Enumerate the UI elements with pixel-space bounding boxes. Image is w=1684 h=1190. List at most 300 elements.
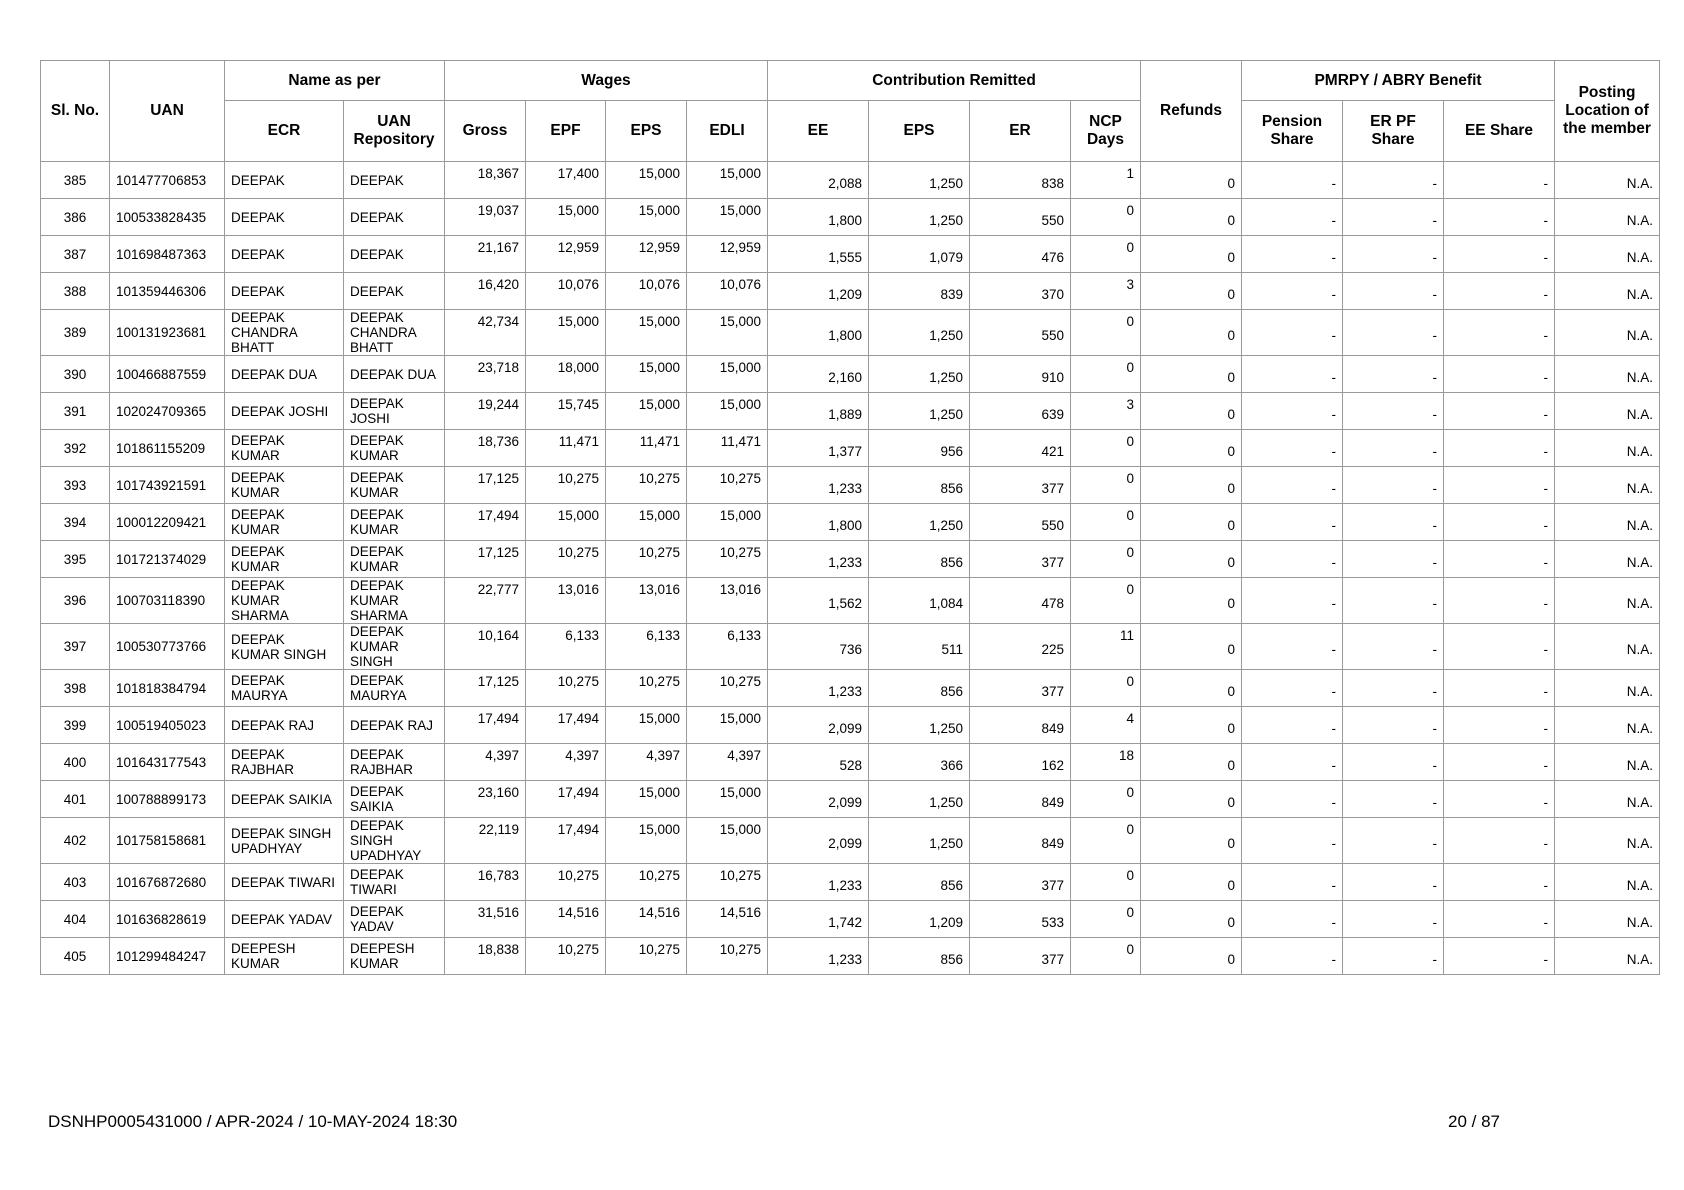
cell-uan: 101743921591 — [110, 467, 225, 504]
cell-contribution-eps: 1,250 — [869, 356, 970, 393]
cell-gross: 16,783 — [445, 864, 526, 901]
cell-pension-share: - — [1242, 670, 1343, 707]
cell-er-pf-share: - — [1343, 578, 1444, 624]
cell-er: 550 — [970, 310, 1071, 356]
cell-ee: 1,233 — [768, 467, 869, 504]
cell-contribution-eps: 1,209 — [869, 901, 970, 938]
cell-name-uan-repository: DEEPAK SAIKIA — [344, 781, 445, 818]
cell-pension-share: - — [1242, 578, 1343, 624]
cell-edli: 12,959 — [687, 236, 768, 273]
cell-sl-no: 394 — [41, 504, 110, 541]
table-row — [41, 310, 1660, 356]
cell-gross: 19,037 — [445, 199, 526, 236]
cell-er: 849 — [970, 781, 1071, 818]
cell-eps: 10,076 — [606, 273, 687, 310]
cell-ee-share: - — [1444, 938, 1555, 975]
cell-name-ecr: DEEPAK KUMAR SINGH — [225, 624, 344, 670]
cell-ncp-days: 0 — [1071, 938, 1141, 975]
cell-contribution-eps: 856 — [869, 864, 970, 901]
cell-ee: 1,233 — [768, 670, 869, 707]
cell-pension-share: - — [1242, 818, 1343, 864]
cell-name-ecr: DEEPAK KUMAR SHARMA — [225, 578, 344, 624]
cell-eps: 14,516 — [606, 901, 687, 938]
cell-uan: 100131923681 — [110, 310, 225, 356]
cell-name-ecr: DEEPAK YADAV — [225, 901, 344, 938]
header-name-as-per: Name as per — [225, 61, 445, 101]
cell-refunds: 0 — [1141, 901, 1242, 938]
cell-ncp-days: 0 — [1071, 670, 1141, 707]
cell-gross: 18,838 — [445, 938, 526, 975]
cell-epf: 10,275 — [526, 864, 606, 901]
cell-ee-share: - — [1444, 864, 1555, 901]
cell-pension-share: - — [1242, 430, 1343, 467]
cell-posting-location: N.A. — [1555, 744, 1660, 781]
cell-name-ecr: DEEPESH KUMAR — [225, 938, 344, 975]
cell-refunds: 0 — [1141, 430, 1242, 467]
cell-epf: 18,000 — [526, 356, 606, 393]
cell-uan: 100466887559 — [110, 356, 225, 393]
cell-edli: 10,275 — [687, 541, 768, 578]
cell-er: 476 — [970, 236, 1071, 273]
cell-epf: 15,000 — [526, 199, 606, 236]
cell-ncp-days: 0 — [1071, 430, 1141, 467]
cell-uan: 101698487363 — [110, 236, 225, 273]
cell-er-pf-share: - — [1343, 624, 1444, 670]
cell-er: 849 — [970, 707, 1071, 744]
cell-uan: 101636828619 — [110, 901, 225, 938]
cell-gross: 17,125 — [445, 670, 526, 707]
cell-epf: 17,494 — [526, 707, 606, 744]
header-uan: UAN — [110, 61, 225, 162]
cell-sl-no: 387 — [41, 236, 110, 273]
cell-ncp-days: 1 — [1071, 162, 1141, 199]
page-number: 20 / 87 — [1448, 1112, 1500, 1131]
cell-edli: 15,000 — [687, 707, 768, 744]
cell-name-ecr: DEEPAK SAIKIA — [225, 781, 344, 818]
cell-ee-share: - — [1444, 781, 1555, 818]
cell-name-ecr: DEEPAK TIWARI — [225, 864, 344, 901]
header-er-pf-share: ER PF Share — [1343, 101, 1444, 162]
cell-uan: 101477706853 — [110, 162, 225, 199]
cell-uan: 100788899173 — [110, 781, 225, 818]
cell-er-pf-share: - — [1343, 707, 1444, 744]
cell-name-ecr: DEEPAK SINGH UPADHYAY — [225, 818, 344, 864]
cell-refunds: 0 — [1141, 393, 1242, 430]
cell-epf: 4,397 — [526, 744, 606, 781]
cell-edli: 4,397 — [687, 744, 768, 781]
table-row — [41, 504, 1660, 541]
cell-pension-share: - — [1242, 467, 1343, 504]
cell-er: 849 — [970, 818, 1071, 864]
cell-ncp-days: 3 — [1071, 393, 1141, 430]
cell-contribution-eps: 956 — [869, 430, 970, 467]
cell-eps: 15,000 — [606, 707, 687, 744]
cell-uan: 101861155209 — [110, 430, 225, 467]
cell-edli: 10,275 — [687, 864, 768, 901]
cell-ncp-days: 0 — [1071, 578, 1141, 624]
cell-name-uan-repository: DEEPAK MAURYA — [344, 670, 445, 707]
cell-ee-share: - — [1444, 162, 1555, 199]
cell-contribution-eps: 1,250 — [869, 504, 970, 541]
cell-edli: 10,275 — [687, 670, 768, 707]
cell-posting-location: N.A. — [1555, 938, 1660, 975]
cell-epf: 15,000 — [526, 504, 606, 541]
cell-edli: 15,000 — [687, 199, 768, 236]
cell-contribution-eps: 1,250 — [869, 781, 970, 818]
cell-name-ecr: DEEPAK — [225, 273, 344, 310]
cell-ee-share: - — [1444, 578, 1555, 624]
cell-edli: 11,471 — [687, 430, 768, 467]
cell-pension-share: - — [1242, 624, 1343, 670]
header-er: ER — [970, 101, 1071, 162]
cell-posting-location: N.A. — [1555, 199, 1660, 236]
cell-name-uan-repository: DEEPAK DUA — [344, 356, 445, 393]
cell-sl-no: 389 — [41, 310, 110, 356]
cell-eps: 10,275 — [606, 864, 687, 901]
cell-uan: 101818384794 — [110, 670, 225, 707]
cell-eps: 4,397 — [606, 744, 687, 781]
table-row — [41, 938, 1660, 975]
cell-gross: 22,119 — [445, 818, 526, 864]
cell-pension-share: - — [1242, 356, 1343, 393]
cell-name-uan-repository: DEEPAK KUMAR SINGH — [344, 624, 445, 670]
cell-refunds: 0 — [1141, 578, 1242, 624]
cell-ee: 2,099 — [768, 781, 869, 818]
cell-ee: 2,088 — [768, 162, 869, 199]
cell-refunds: 0 — [1141, 273, 1242, 310]
table-row — [41, 670, 1660, 707]
header-contribution-remitted: Contribution Remitted — [768, 61, 1141, 101]
cell-sl-no: 388 — [41, 273, 110, 310]
cell-er: 478 — [970, 578, 1071, 624]
cell-ee: 1,800 — [768, 199, 869, 236]
cell-name-ecr: DEEPAK CHANDRA BHATT — [225, 310, 344, 356]
cell-contribution-eps: 366 — [869, 744, 970, 781]
cell-eps: 15,000 — [606, 199, 687, 236]
cell-er: 910 — [970, 356, 1071, 393]
table-row — [41, 901, 1660, 938]
cell-er-pf-share: - — [1343, 430, 1444, 467]
cell-eps: 15,000 — [606, 310, 687, 356]
cell-pension-share: - — [1242, 744, 1343, 781]
cell-er-pf-share: - — [1343, 310, 1444, 356]
cell-ee-share: - — [1444, 236, 1555, 273]
cell-pension-share: - — [1242, 707, 1343, 744]
cell-er: 370 — [970, 273, 1071, 310]
header-eps: EPS — [606, 101, 687, 162]
cell-name-uan-repository: DEEPAK JOSHI — [344, 393, 445, 430]
cell-er-pf-share: - — [1343, 864, 1444, 901]
header-edli: EDLI — [687, 101, 768, 162]
cell-eps: 10,275 — [606, 467, 687, 504]
cell-refunds: 0 — [1141, 744, 1242, 781]
cell-contribution-eps: 1,250 — [869, 393, 970, 430]
cell-gross: 18,736 — [445, 430, 526, 467]
cell-gross: 18,367 — [445, 162, 526, 199]
cell-eps: 10,275 — [606, 541, 687, 578]
cell-eps: 15,000 — [606, 781, 687, 818]
cell-refunds: 0 — [1141, 504, 1242, 541]
cell-ncp-days: 4 — [1071, 707, 1141, 744]
cell-edli: 15,000 — [687, 356, 768, 393]
cell-ee-share: - — [1444, 707, 1555, 744]
cell-er: 550 — [970, 504, 1071, 541]
cell-edli: 15,000 — [687, 393, 768, 430]
cell-refunds: 0 — [1141, 310, 1242, 356]
cell-posting-location: N.A. — [1555, 162, 1660, 199]
cell-ncp-days: 0 — [1071, 818, 1141, 864]
cell-posting-location: N.A. — [1555, 707, 1660, 744]
cell-refunds: 0 — [1141, 162, 1242, 199]
cell-er-pf-share: - — [1343, 818, 1444, 864]
cell-pension-share: - — [1242, 393, 1343, 430]
cell-gross: 16,420 — [445, 273, 526, 310]
cell-name-ecr: DEEPAK DUA — [225, 356, 344, 393]
cell-name-uan-repository: DEEPAK TIWARI — [344, 864, 445, 901]
cell-ncp-days: 0 — [1071, 901, 1141, 938]
cell-refunds: 0 — [1141, 467, 1242, 504]
document-reference: DSNHP0005431000 / APR-2024 / 10-MAY-2024 18:30 — [48, 1112, 458, 1131]
cell-er: 639 — [970, 393, 1071, 430]
cell-contribution-eps: 856 — [869, 541, 970, 578]
cell-posting-location: N.A. — [1555, 310, 1660, 356]
cell-name-ecr: DEEPAK RAJ — [225, 707, 344, 744]
table-row — [41, 781, 1660, 818]
cell-posting-location: N.A. — [1555, 393, 1660, 430]
cell-posting-location: N.A. — [1555, 236, 1660, 273]
cell-eps: 15,000 — [606, 356, 687, 393]
cell-refunds: 0 — [1141, 707, 1242, 744]
cell-sl-no: 401 — [41, 781, 110, 818]
cell-contribution-eps: 1,250 — [869, 162, 970, 199]
cell-posting-location: N.A. — [1555, 467, 1660, 504]
cell-ncp-days: 0 — [1071, 864, 1141, 901]
cell-pension-share: - — [1242, 541, 1343, 578]
cell-ee: 1,800 — [768, 504, 869, 541]
cell-gross: 42,734 — [445, 310, 526, 356]
table-row — [41, 744, 1660, 781]
cell-epf: 17,494 — [526, 818, 606, 864]
table-row — [41, 864, 1660, 901]
cell-er: 377 — [970, 938, 1071, 975]
cell-uan: 100533828435 — [110, 199, 225, 236]
cell-eps: 10,275 — [606, 670, 687, 707]
cell-contribution-eps: 1,079 — [869, 236, 970, 273]
cell-eps: 11,471 — [606, 430, 687, 467]
cell-sl-no: 403 — [41, 864, 110, 901]
cell-pension-share: - — [1242, 504, 1343, 541]
cell-ncp-days: 0 — [1071, 356, 1141, 393]
cell-contribution-eps: 839 — [869, 273, 970, 310]
cell-contribution-eps: 1,250 — [869, 707, 970, 744]
header-wages: Wages — [445, 61, 768, 101]
cell-ee: 2,099 — [768, 707, 869, 744]
header-ee: EE — [768, 101, 869, 162]
cell-gross: 22,777 — [445, 578, 526, 624]
cell-name-ecr: DEEPAK JOSHI — [225, 393, 344, 430]
cell-er-pf-share: - — [1343, 393, 1444, 430]
cell-er: 377 — [970, 864, 1071, 901]
cell-ee-share: - — [1444, 199, 1555, 236]
cell-ee-share: - — [1444, 273, 1555, 310]
cell-edli: 14,516 — [687, 901, 768, 938]
cell-pension-share: - — [1242, 236, 1343, 273]
table-row — [41, 624, 1660, 670]
table-row — [41, 356, 1660, 393]
header-ecr: ECR — [225, 101, 344, 162]
cell-er-pf-share: - — [1343, 356, 1444, 393]
cell-ee-share: - — [1444, 310, 1555, 356]
header-ee-share: EE Share — [1444, 101, 1555, 162]
table-row — [41, 818, 1660, 864]
cell-edli: 6,133 — [687, 624, 768, 670]
cell-sl-no: 405 — [41, 938, 110, 975]
cell-epf: 6,133 — [526, 624, 606, 670]
cell-name-uan-repository: DEEPAK KUMAR — [344, 504, 445, 541]
cell-ee-share: - — [1444, 467, 1555, 504]
contribution-table — [40, 60, 1660, 975]
cell-sl-no: 395 — [41, 541, 110, 578]
cell-ee-share: - — [1444, 356, 1555, 393]
header-posting-location: Posting Location of the member — [1555, 61, 1660, 162]
cell-ncp-days: 0 — [1071, 504, 1141, 541]
table-row — [41, 578, 1660, 624]
cell-ee-share: - — [1444, 744, 1555, 781]
cell-sl-no: 386 — [41, 199, 110, 236]
cell-er: 550 — [970, 199, 1071, 236]
header-epf: EPF — [526, 101, 606, 162]
cell-ee: 1,800 — [768, 310, 869, 356]
table-row — [41, 430, 1660, 467]
cell-edli: 10,076 — [687, 273, 768, 310]
cell-uan: 101299484247 — [110, 938, 225, 975]
cell-ee-share: - — [1444, 670, 1555, 707]
cell-posting-location: N.A. — [1555, 356, 1660, 393]
cell-er: 377 — [970, 670, 1071, 707]
cell-gross: 23,160 — [445, 781, 526, 818]
cell-uan: 100012209421 — [110, 504, 225, 541]
cell-name-uan-repository: DEEPESH KUMAR — [344, 938, 445, 975]
table-row — [41, 467, 1660, 504]
cell-pension-share: - — [1242, 938, 1343, 975]
cell-gross: 17,125 — [445, 467, 526, 504]
cell-name-uan-repository: DEEPAK RAJ — [344, 707, 445, 744]
cell-ee: 1,209 — [768, 273, 869, 310]
cell-ncp-days: 11 — [1071, 624, 1141, 670]
cell-posting-location: N.A. — [1555, 578, 1660, 624]
cell-refunds: 0 — [1141, 938, 1242, 975]
cell-epf: 15,745 — [526, 393, 606, 430]
cell-name-uan-repository: DEEPAK SINGH UPADHYAY — [344, 818, 445, 864]
cell-posting-location: N.A. — [1555, 273, 1660, 310]
cell-pension-share: - — [1242, 781, 1343, 818]
cell-contribution-eps: 856 — [869, 938, 970, 975]
cell-edli: 10,275 — [687, 938, 768, 975]
cell-posting-location: N.A. — [1555, 504, 1660, 541]
cell-ee-share: - — [1444, 504, 1555, 541]
table-row — [41, 707, 1660, 744]
cell-sl-no: 404 — [41, 901, 110, 938]
cell-ee-share: - — [1444, 624, 1555, 670]
cell-er-pf-share: - — [1343, 938, 1444, 975]
cell-er: 533 — [970, 901, 1071, 938]
header-pmrpy-abry: PMRPY / ABRY Benefit — [1242, 61, 1555, 101]
cell-epf: 10,076 — [526, 273, 606, 310]
cell-edli: 13,016 — [687, 578, 768, 624]
cell-eps: 15,000 — [606, 504, 687, 541]
cell-edli: 10,275 — [687, 467, 768, 504]
header-ncp-days: NCP Days — [1071, 101, 1141, 162]
cell-epf: 10,275 — [526, 670, 606, 707]
cell-name-uan-repository: DEEPAK KUMAR — [344, 541, 445, 578]
table-row — [41, 162, 1660, 199]
cell-sl-no: 397 — [41, 624, 110, 670]
cell-name-uan-repository: DEEPAK RAJBHAR — [344, 744, 445, 781]
cell-posting-location: N.A. — [1555, 818, 1660, 864]
cell-name-ecr: DEEPAK RAJBHAR — [225, 744, 344, 781]
cell-ncp-days: 0 — [1071, 236, 1141, 273]
cell-posting-location: N.A. — [1555, 864, 1660, 901]
cell-refunds: 0 — [1141, 541, 1242, 578]
cell-name-ecr: DEEPAK KUMAR — [225, 541, 344, 578]
cell-ee-share: - — [1444, 541, 1555, 578]
cell-eps: 15,000 — [606, 393, 687, 430]
cell-ncp-days: 18 — [1071, 744, 1141, 781]
cell-er-pf-share: - — [1343, 467, 1444, 504]
cell-gross: 23,718 — [445, 356, 526, 393]
cell-ee-share: - — [1444, 430, 1555, 467]
cell-epf: 11,471 — [526, 430, 606, 467]
cell-name-uan-repository: DEEPAK CHANDRA BHATT — [344, 310, 445, 356]
cell-posting-location: N.A. — [1555, 670, 1660, 707]
cell-contribution-eps: 1,250 — [869, 818, 970, 864]
cell-name-uan-repository: DEEPAK KUMAR SHARMA — [344, 578, 445, 624]
cell-edli: 15,000 — [687, 310, 768, 356]
cell-sl-no: 402 — [41, 818, 110, 864]
cell-refunds: 0 — [1141, 781, 1242, 818]
cell-sl-no: 396 — [41, 578, 110, 624]
cell-ee: 1,233 — [768, 938, 869, 975]
cell-posting-location: N.A. — [1555, 430, 1660, 467]
cell-er: 377 — [970, 467, 1071, 504]
cell-sl-no: 393 — [41, 467, 110, 504]
cell-eps: 6,133 — [606, 624, 687, 670]
cell-ee: 1,889 — [768, 393, 869, 430]
header-contribution-eps: EPS — [869, 101, 970, 162]
cell-ee: 1,233 — [768, 541, 869, 578]
cell-sl-no: 390 — [41, 356, 110, 393]
cell-sl-no: 398 — [41, 670, 110, 707]
header-refunds: Refunds — [1141, 61, 1242, 162]
cell-posting-location: N.A. — [1555, 781, 1660, 818]
cell-ncp-days: 3 — [1071, 273, 1141, 310]
cell-er-pf-share: - — [1343, 744, 1444, 781]
cell-refunds: 0 — [1141, 670, 1242, 707]
cell-er-pf-share: - — [1343, 781, 1444, 818]
cell-ncp-days: 0 — [1071, 781, 1141, 818]
cell-sl-no: 399 — [41, 707, 110, 744]
cell-ee: 1,742 — [768, 901, 869, 938]
cell-name-uan-repository: DEEPAK — [344, 199, 445, 236]
cell-eps: 13,016 — [606, 578, 687, 624]
cell-sl-no: 392 — [41, 430, 110, 467]
cell-posting-location: N.A. — [1555, 541, 1660, 578]
cell-edli: 15,000 — [687, 818, 768, 864]
cell-pension-share: - — [1242, 310, 1343, 356]
cell-ee: 1,555 — [768, 236, 869, 273]
cell-name-ecr: DEEPAK KUMAR — [225, 430, 344, 467]
cell-epf: 10,275 — [526, 938, 606, 975]
